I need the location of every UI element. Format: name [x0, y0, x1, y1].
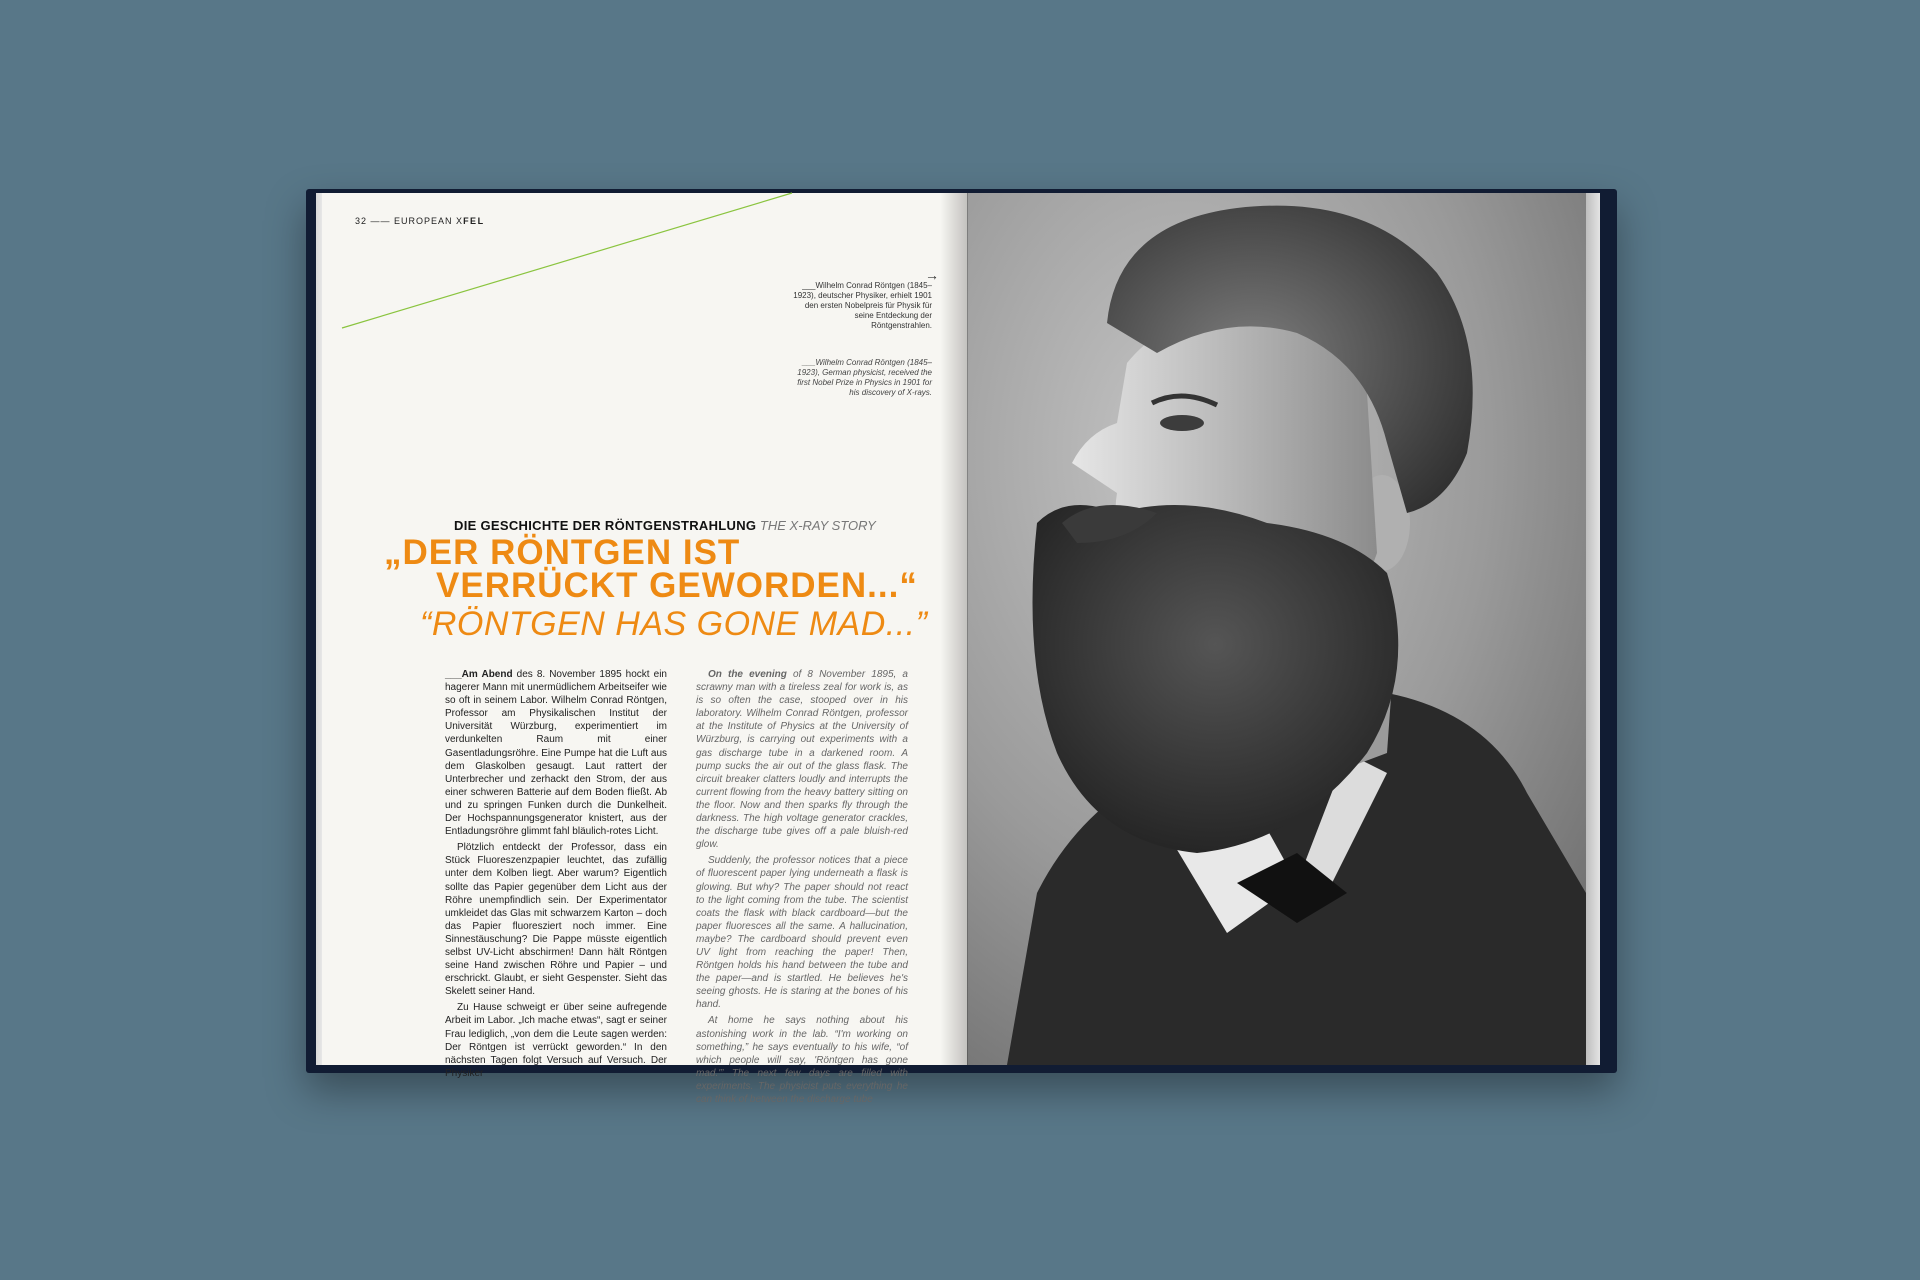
headline-line-1: „DER RÖNTGEN IST	[384, 533, 741, 572]
paragraph: ___Am Abend des 8. November 1895 hockt ein hagerer Mann mit unermüdlichem Arbeitseifer wie so oft in seinem Labor. Wilhelm Conrad Röntgen, Professor am Physikalischen Institut der Universität Würzburg, experimentiert im verdunkelten Raum mit einer Gasentladungsröhre. Eine Pumpe hat die Luft aus dem Glaskolben gesaugt. Laut rattert der Unterbrecher und zerhackt den Strom, der aus einer schweren Batterie auf dem Boden fließt. Ab und zu springen Funken durch die Dunkelheit. Der Hochspannungsgenerator knistert, aus der Entladungsröhre glimmt fahl bläulich-rotes Licht.	[445, 669, 667, 838]
paragraph: On the evening of 8 November 1895, a scrawny man with a tireless zeal for work is, as is so often the case, stooped over in his laboratory. Wilhelm Conrad Röntgen, professor at the Institute of Physics at the University of Würzburg, is carrying out experiments with a gas discharge tube in a darkened room. A pump sucks the air out of the glass flask. The circuit breaker clatters loudly and interrupts the current flowing from the heavy battery sitting on the floor. Now and then sparks fly through the darkness. The high voltage generator crackles, the discharge tube gives off a pale bluish-red glow.	[696, 669, 908, 851]
kicker-de: DIE GESCHICHTE DER RÖNTGENSTRAHLUNG	[454, 518, 757, 533]
headline	[384, 533, 918, 605]
paragraph: Zu Hause schweigt er über seine aufregende Arbeit im Labor. „Ich mache etwas“, sagt er seiner Frau lediglich, „von dem die Leute sagen werden: Der Röntgen ist verrückt geworden.“ In den nächsten Tagen folgt Versuch auf Versuch. Der Physiker	[445, 1002, 667, 1079]
paragraph: Plötzlich entdeckt der Professor, dass ein Stück Fluoreszenzpapier leuchtet, das zufällig unter dem Kolben liegt. Aber warum? Eigentlich sollte das Papier gegenüber dem Licht aus der Röhre unempfindlich sein. Der Experimentator umkleidet das Glas mit schwarzem Karton – doch das Papier fluoresziert noch immer. Eine Sinnestäuschung? Die Pappe müsste eigentlich selbst UV-Licht abschirmen! Dann hält Röntgen seine Hand zwischen Röhre und Papier – und erschrickt. Glaubt, er sieht Gespenster. Sieht das Skelett seiner Hand.	[445, 842, 667, 998]
publication-name-a: EUROPEAN X	[394, 216, 464, 226]
page-edges-right	[1585, 193, 1600, 1065]
headline-english: “RÖNTGEN HAS GONE MAD...”	[420, 605, 928, 643]
gutter-shadow	[940, 193, 968, 1065]
body-column-de	[445, 668, 667, 1083]
right-page	[967, 193, 1586, 1065]
portrait-photo	[967, 193, 1586, 1065]
paragraph: Suddenly, the professor notices that a piece of fluorescent paper lying underneath a flask is glowing. But why? The paper should not react to the light coming from the tube. The scientist coats the flask with black cardboard—but the paper fluoresces all the same. A hallucination, maybe? The cardboard should prevent even UV light from reaching the paper! Then, Röntgen holds his hand between the tube and the paper—and is startled. He believes he's seeing ghosts. He is staring at the bones of his hand.	[696, 855, 908, 1011]
section-kicker	[454, 518, 876, 533]
headline-line-2: VERRÜCKT GEWORDEN...“	[436, 566, 918, 605]
lead-in: ___Am Abend	[445, 669, 513, 680]
body-column-en	[696, 668, 908, 1109]
photo-caption-de: ___Wilhelm Conrad Röntgen (1845–1923), deutscher Physiker, erhielt 1901 den ersten Nobelpreis für Physik für seine Entdeckung der Röntgenstrahlen.	[793, 281, 932, 330]
photo-caption-en: ___Wilhelm Conrad Röntgen (1845–1923), German physicist, received the first Nobel Prize in Physics in 1901 for his discovery of X-rays.	[797, 358, 932, 397]
lead-in: On the evening	[708, 669, 787, 680]
left-page	[322, 193, 967, 1105]
paragraph: At home he says nothing about his astonishing work in the lab. “I'm working on something,” he says eventually to his wife, “of which people will say, 'Röntgen has gone mad.'” The next few days are filled with experiments. The physicist puts everything he can think of between the discharge tube	[696, 1015, 908, 1105]
arrow-right-icon: →	[925, 267, 939, 283]
publication-name-b: FEL	[463, 216, 485, 226]
kicker-en: THE X-RAY STORY	[759, 518, 876, 533]
page-number: 32	[355, 216, 368, 226]
header-rule: ——	[370, 216, 391, 226]
